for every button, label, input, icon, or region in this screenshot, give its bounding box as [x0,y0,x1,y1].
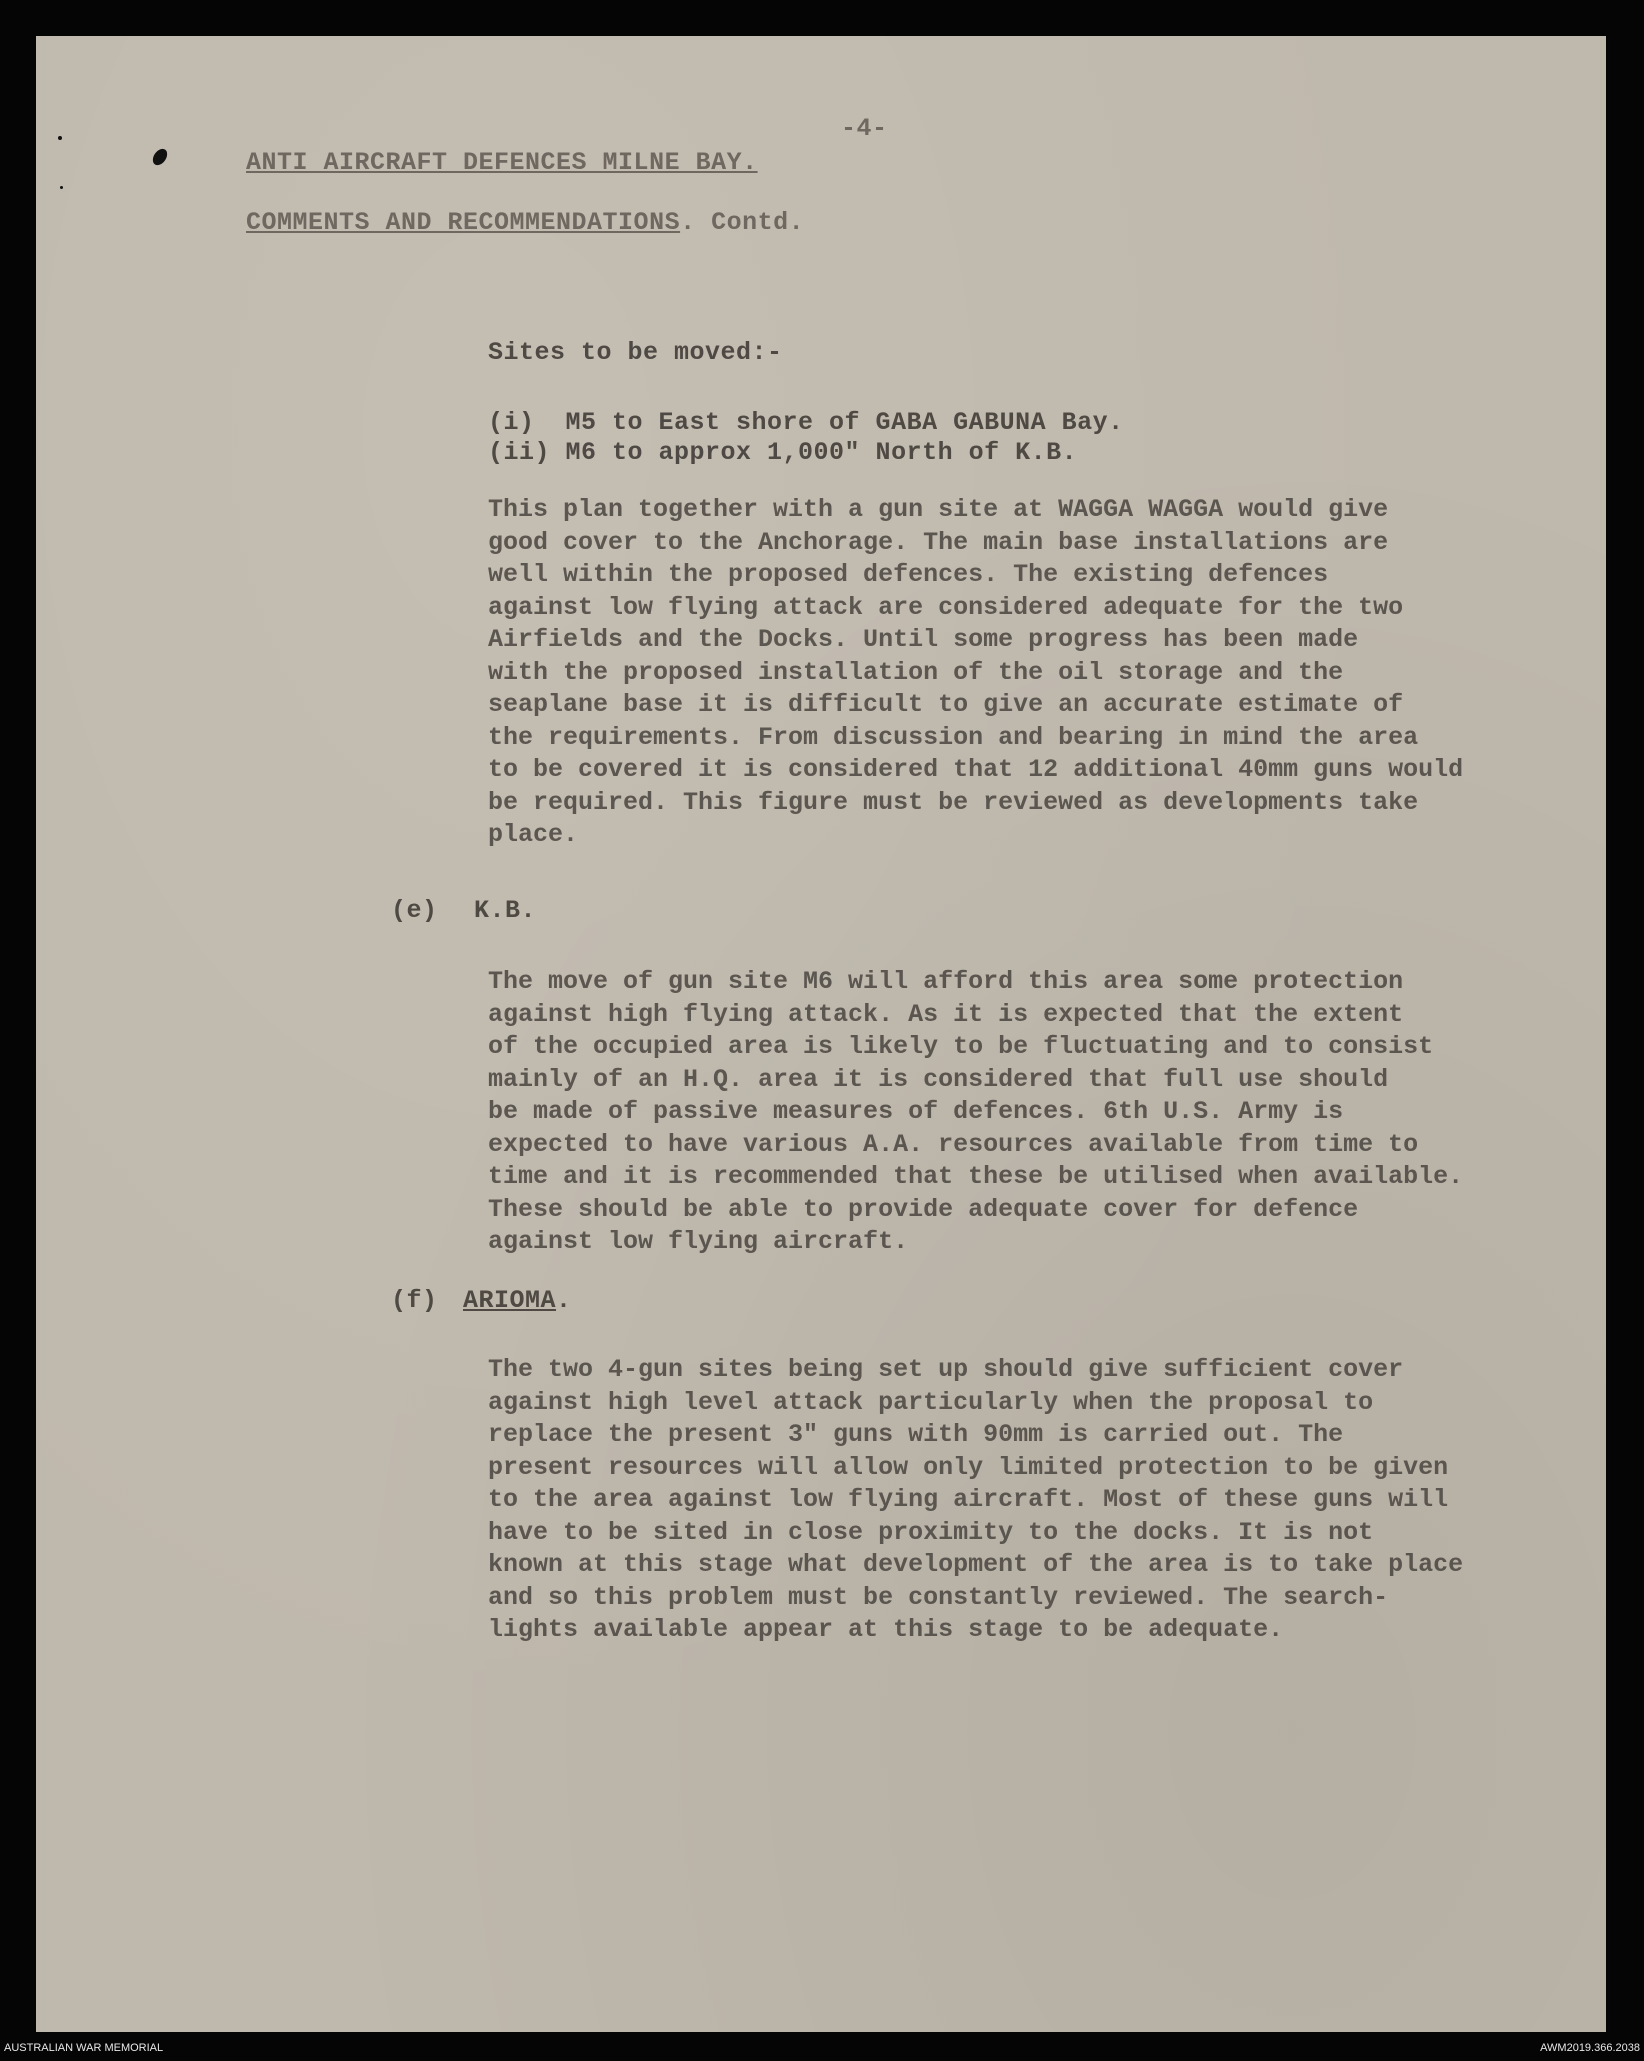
subtitle-suffix: . Contd. [680,208,805,237]
paragraph-section-f: The two 4-gun sites being set up should give sufficient cover against high level attack particularly when the proposal to replace the present 3" guns with 90mm is carried out. The present resources will allow only limited protection to be given to the area against low flying aircraft. Most of these guns will have to be sited in close proximity to the docks. It is not known at this stage what development of the area is to take place and so this problem must be constantly reviewed. The search- lights available appear at this stage to be adequate. [488,1355,1464,1644]
document-subtitle [246,208,804,237]
site-item: (ii) M6 to approx 1,000" North of K.B. [488,438,1078,467]
subtitle-underlined: COMMENTS AND RECOMMENDATIONS [246,208,681,237]
ink-dot [58,136,62,140]
section-f-label: (f) [391,1286,438,1315]
paragraph-main: This plan together with a gun site at WAGGA WAGGA would give good cover to the Anchorage. The main base installations are well within the proposed defences. The existing defences against low flying attack are considered adequate for the two Airfields and the Docks. Until some progress has been made with the proposed installation of the oil storage and the seaplane base it is difficult to give an accurate estimate of the requirements. From discussion and bearing in mind the area to be covered it is considered that 12 additional 40mm guns would be required. This figure must be reviewed as developments take place. [488,495,1464,849]
ink-mark [150,146,170,168]
site-item: (i) M5 to East shore of GABA GABUNA Bay. [488,408,1124,437]
page-number: -4- [841,114,888,143]
section-f-title: ARIOMA [463,1286,557,1315]
ink-dot [60,186,63,189]
sites-heading: Sites to be moved:- [488,338,783,367]
footer-accession-number: AWM2019.366.2038 [1540,2042,1640,2054]
section-f-heading [463,1286,572,1315]
paragraph-section-e: The move of gun site M6 will afford this area some protection against high flying attack. As it is expected that the extent of the occupied area is likely to be fluctuating and to consist mainly of an H.Q. area it is considered that full use should be made of passive measures of defences. 6th U.S. Army is expected to have various A.A. resources available from time to time and it is recommended that these be utilised when available. These should be able to provide adequate cover for defence against low flying aircraft. [488,967,1464,1256]
section-e-title: K.B. [474,896,537,925]
document-page [36,36,1606,2032]
document-title: ANTI AIRCRAFT DEFENCES MILNE BAY. [246,148,758,177]
footer-credit: AUSTRALIAN WAR MEMORIAL [4,2042,164,2054]
section-f-suffix: . [556,1286,572,1315]
section-e-label: (e) [391,896,438,925]
